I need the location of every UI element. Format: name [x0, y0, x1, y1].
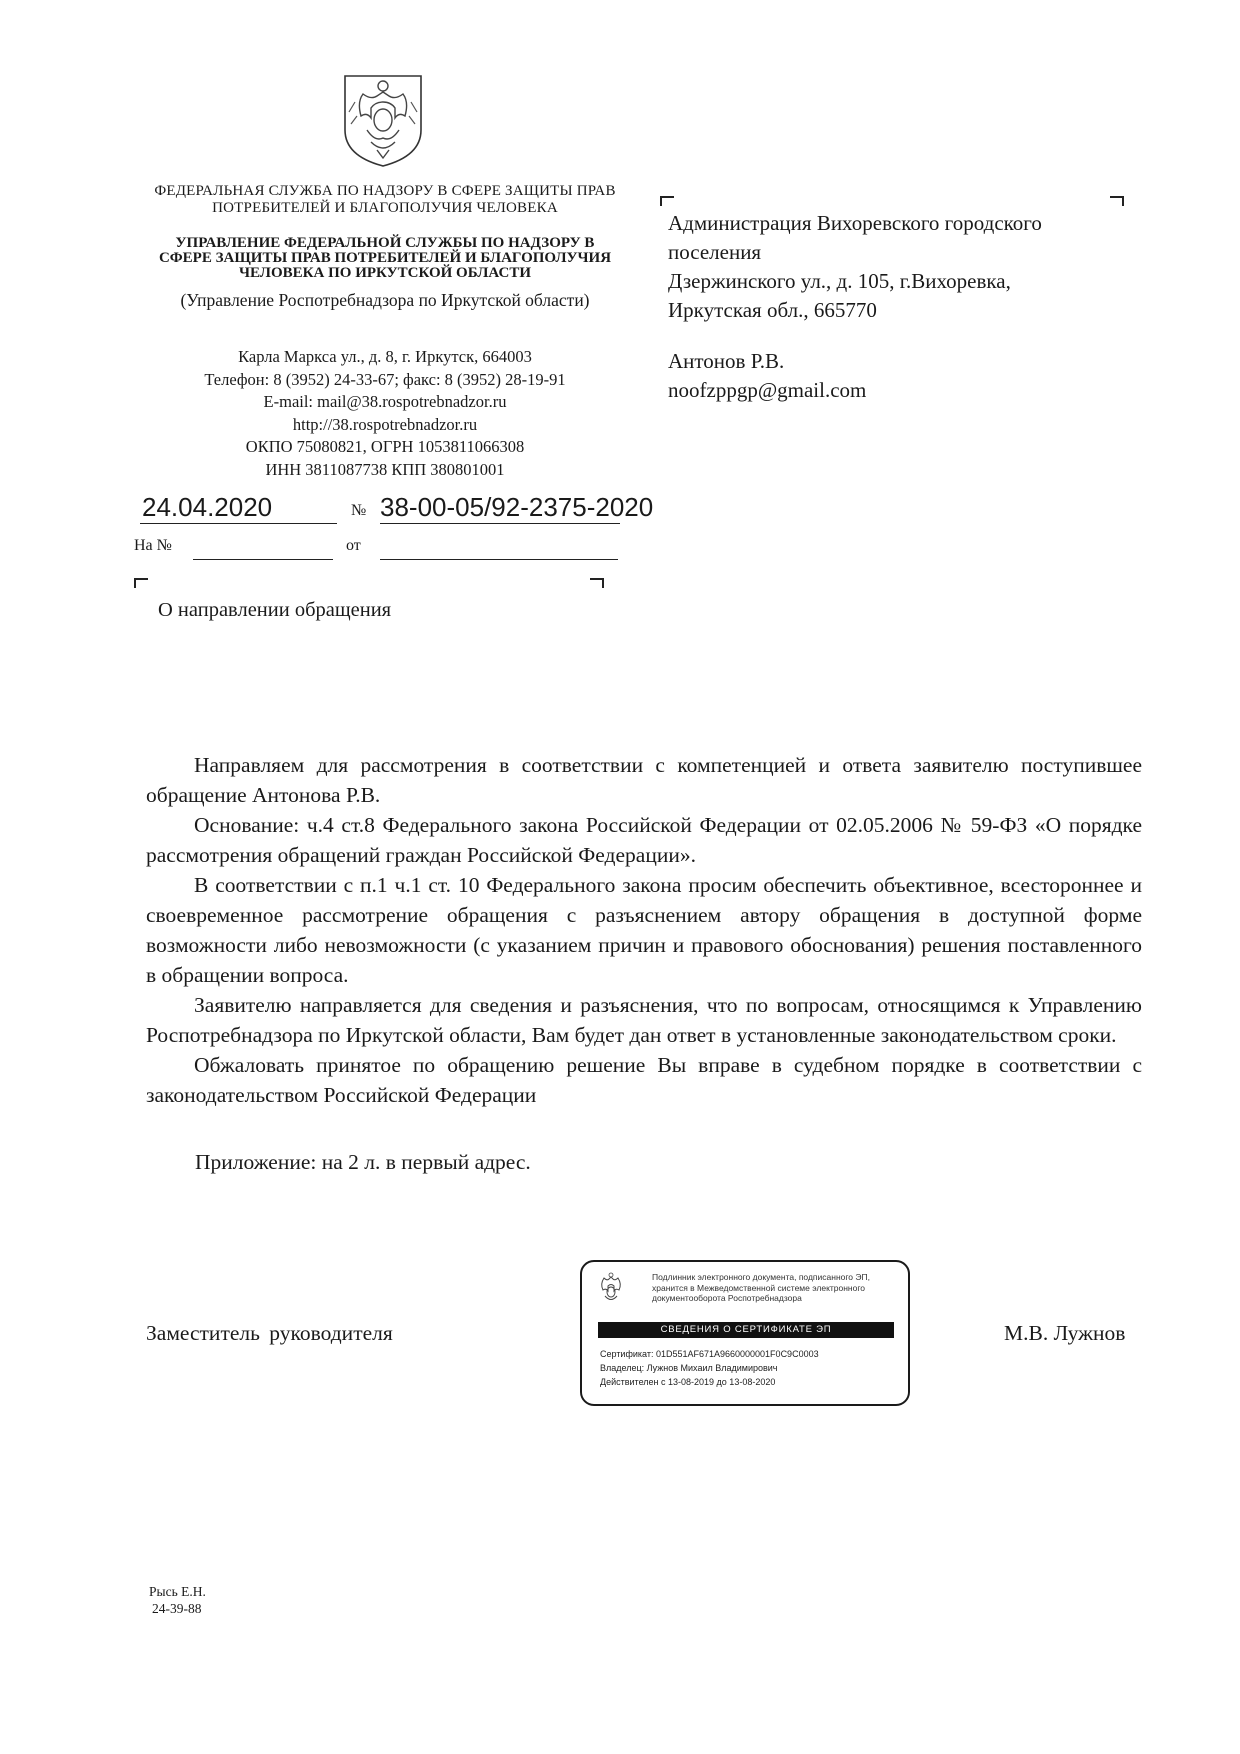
- addressee-line: Администрация Вихоревского городского: [668, 211, 1042, 235]
- addressee-corner-mark: [660, 196, 674, 206]
- addressee-corner-mark: [1110, 196, 1124, 206]
- org-contacts: [150, 346, 620, 481]
- addressee-line: поселения: [668, 240, 762, 264]
- subject-corner-mark: [134, 578, 148, 588]
- org-okpo-ogrn: ОКПО 75080821, ОГРН 1053811066308: [245, 437, 525, 456]
- subject-corner-mark: [590, 578, 604, 588]
- letter-subject: О направлении обращения: [158, 599, 392, 621]
- addressee-email: noofzppgp@gmail.com: [668, 378, 867, 402]
- org-inn-kpp: ИНН 3811087738 КПП 380801001: [265, 459, 505, 479]
- registration-number: 38-00-05/92-2375-2020: [380, 492, 654, 522]
- addressee-person-block: [668, 347, 1138, 405]
- addressee-line: Иркутская обл., 665770: [668, 298, 877, 322]
- org-address: Карла Маркса ул., д. 8, г. Иркутск, 664003: [238, 347, 532, 366]
- org-short-name: (Управление Роспотребнадзора по Иркутской области): [180, 290, 590, 310]
- org-email: E-mail: mail@38.rospotrebnadzor.ru: [263, 392, 507, 411]
- reference-number-label: На №: [134, 537, 172, 554]
- body-paragraph: Заявителю направляется для сведения и разъяснения, что по вопросам, относящимся к Управлению Роспотребнадзора по Иркутской области, Вам будет дан ответ в установленные законодательством сроки.: [146, 993, 1142, 1047]
- body-paragraph: Направляем для рассмотрения в соответствии с компетенцией и ответа заявителю поступившее обращение Антонова Р.В.: [146, 753, 1142, 807]
- stamp-validity: Действителен с 13-08-2019 до 13-08-2020: [600, 1377, 776, 1387]
- reference-date-label: от: [346, 537, 361, 554]
- reference-number-line: [193, 559, 333, 560]
- org-name: ФЕДЕРАЛЬНАЯ СЛУЖБА ПО НАДЗОРУ В СФЕРЕ ЗАЩИТЫ ПРАВ ПОТРЕБИТЕЛЕЙ И БЛАГОПОЛУЧИЯ ЧЕЛОВЕКА: [154, 183, 616, 216]
- org-phone: Телефон: 8 (3952) 24-33-67; факс: 8 (3952) 28-19-91: [204, 369, 566, 389]
- org-department: УПРАВЛЕНИЕ ФЕДЕРАЛЬНОЙ СЛУЖБЫ ПО НАДЗОРУ В СФЕРЕ ЗАЩИТЫ ПРАВ ПОТРЕБИТЕЛЕЙ И БЛАГОПОЛУЧИЯ ЧЕЛОВЕКА ПО ИРКУТСКОЙ ОБЛАСТИ: [158, 235, 612, 281]
- executor-info: [149, 1583, 206, 1617]
- signer-title: Заместитель руководителя: [146, 1321, 393, 1345]
- registration-number-label: №: [351, 502, 367, 519]
- stamp-certificate: Сертификат: 01D551AF671A9660000001F0C9C0003: [600, 1349, 819, 1359]
- executor-name: Рысь Е.Н.: [149, 1584, 206, 1599]
- addressee-line: Дзержинского ул., д. 105, г.Вихоревка,: [668, 269, 1011, 293]
- e-signature-stamp: [580, 1260, 910, 1406]
- executor-phone: 24-39-88: [152, 1601, 202, 1616]
- signer-name: М.В. Лужнов: [1004, 1321, 1126, 1345]
- letter-body: [146, 750, 1142, 1110]
- addressee-block: [668, 209, 1138, 325]
- org-website: http://38.rospotrebnadzor.ru: [292, 414, 478, 434]
- coat-of-arms-icon: [337, 72, 429, 168]
- stamp-header-bar: СВЕДЕНИЯ О СЕРТИФИКАТЕ ЭП: [598, 1322, 894, 1338]
- reference-date-line: [380, 559, 618, 560]
- body-paragraph: Обжаловать принятое по обращению решение Вы вправе в судебном порядке в соответствии с законодательством Российской Федерации: [146, 1053, 1142, 1107]
- stamp-note: Подлинник электронного документа, подписанного ЭП, хранится в Межведомственной системе электронного документооборота Роспотребнадзора: [652, 1272, 870, 1303]
- body-paragraph: В соответствии с п.1 ч.1 ст. 10 Федерального закона просим обеспечить объективное, всестороннее и своевременное рассмотрение обращения с разъяснением автору обращения в доступной форме возможности либо невозможности (с указанием причин и правового обоснования) решения поставленного в обращении вопроса.: [146, 873, 1142, 987]
- stamp-owner: Владелец: Лужнов Михаил Владимирович: [600, 1363, 778, 1373]
- addressee-person: Антонов Р.В.: [668, 349, 785, 373]
- body-paragraph: Основание: ч.4 ст.8 Федерального закона Российской Федерации от 02.05.2006 № 59-ФЗ «О порядке рассмотрения обращений граждан Российской Федерации».: [146, 813, 1142, 867]
- stamp-emblem-icon: [596, 1272, 626, 1304]
- attachment-note: Приложение: на 2 л. в первый адрес.: [195, 1150, 531, 1174]
- registration-date: 24.04.2020: [140, 491, 337, 524]
